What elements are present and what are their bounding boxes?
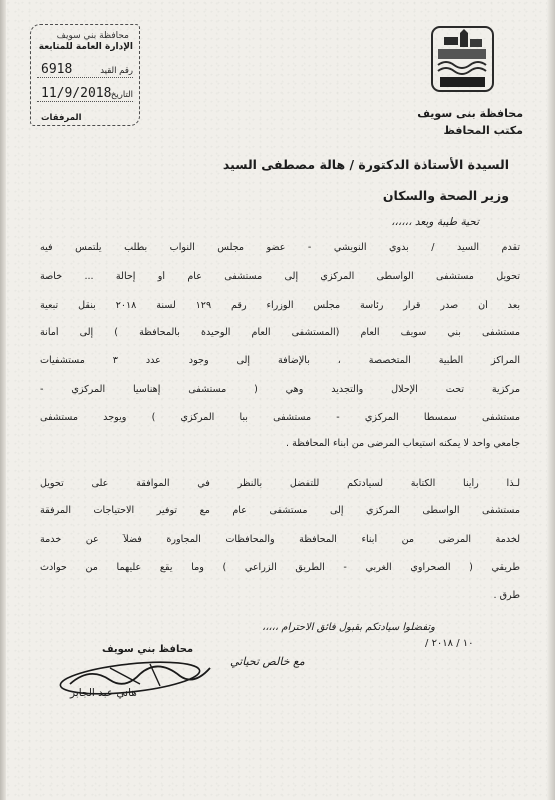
addressee: السيدة الأستاذة الدكتورة / هالة مصطفى السيد (222, 157, 509, 172)
signatory-title: محافظ بني سويف (102, 644, 194, 655)
governorate-name: محافظة بنى سويف (417, 107, 523, 120)
stamp-date-row (37, 85, 133, 102)
governorate-emblem-icon (430, 25, 495, 95)
registry-stamp (30, 24, 140, 126)
paragraph1-line: مركزية تحت الإحلال والتجديد وهي ( مستشفى إهناسيا المركزي - (40, 384, 520, 395)
stamp-date-value: 11/9/2018 (41, 86, 112, 101)
closing-line: وتفضلوا سيادتكم بقبول فائق الاحترام ،،،،، (262, 622, 435, 633)
paragraph1-line: مستشفى سمسطا المركزي - مستشفى ببا المركزي ) ويوجد مستشفى (40, 412, 520, 423)
paragraph2-line: لـذا رأينا الكتابة لسيادتكم للتفضل بالنظر في الموافقة على تحويل (40, 478, 520, 489)
signatory-name: هاني عبد الجابر (70, 687, 137, 699)
stamp-record-row (37, 61, 133, 78)
page-edge-left (0, 0, 6, 800)
stamp-date-label: التاريخ (110, 90, 133, 100)
paragraph2-line: لخدمة المرضى من أبناء المحافظة والمحافظات المجاورة فضلاً عن خدمة (40, 534, 520, 545)
paragraph1-line: بعد أن صدر قرار رئاسة مجلس الوزراء رقم ١٢٩ لسنة ٢٠١٨ بنقل تبعية (40, 300, 520, 311)
regards-handwritten: مع خالص تحياتي (230, 655, 305, 668)
paragraph2-line: طريقي ( الصحراوي الغربي - الطريق الزراعي ) وما يقع عليهما من حوادث (40, 562, 520, 573)
stamp-department: الإدارة العامة للمتابعة (38, 42, 133, 52)
minister-title: وزير الصحة والسكان (382, 188, 509, 203)
paragraph2-line: طرق . (493, 590, 520, 601)
greeting: تحية طيبة وبعد ،،،،،، (391, 216, 479, 228)
stamp-attachments-label: المرفقات (41, 113, 82, 123)
paragraph1-line: المراكز الطبية المتخصصة ، بالإضافة إلى وجود عدد ٣ مستشفيات (40, 355, 520, 366)
paragraph1-line: مستشفى بني سويف العام (المستشفى العام الوحيدة بالمحافظة ) إلى أمانة (40, 327, 520, 338)
governor-office: مكتب المحافظ (443, 124, 523, 137)
paragraph2-line: مستشفى الواسطى المركزي إلى مستشفى عام مع توفير الاحتياجات المرفقة (40, 505, 520, 516)
page-edge-right (547, 0, 555, 800)
stamp-record-value: 6918 (41, 62, 73, 77)
paragraph1-line: تحويل مستشفى الواسطى المركزي إلى مستشفى عام أو إحالة ... خاصة (40, 271, 520, 282)
paragraph1-line: جامعي واحد لا يمكنه استيعاب المرضى من أبناء المحافظة . (285, 438, 520, 449)
stamp-attachments-row (37, 107, 133, 123)
letter-date: / ١٠ / ٢٠١٨ (425, 638, 474, 649)
stamp-record-label: رقم القيد (100, 66, 133, 76)
stamp-governorate: محافظة بني سويف (56, 31, 129, 41)
paragraph1-line: تقدم السيد / بدوي النويشي - عضو مجلس النواب بطلب يلتمس فيه (40, 242, 520, 253)
signature-scribble-icon (50, 650, 230, 710)
